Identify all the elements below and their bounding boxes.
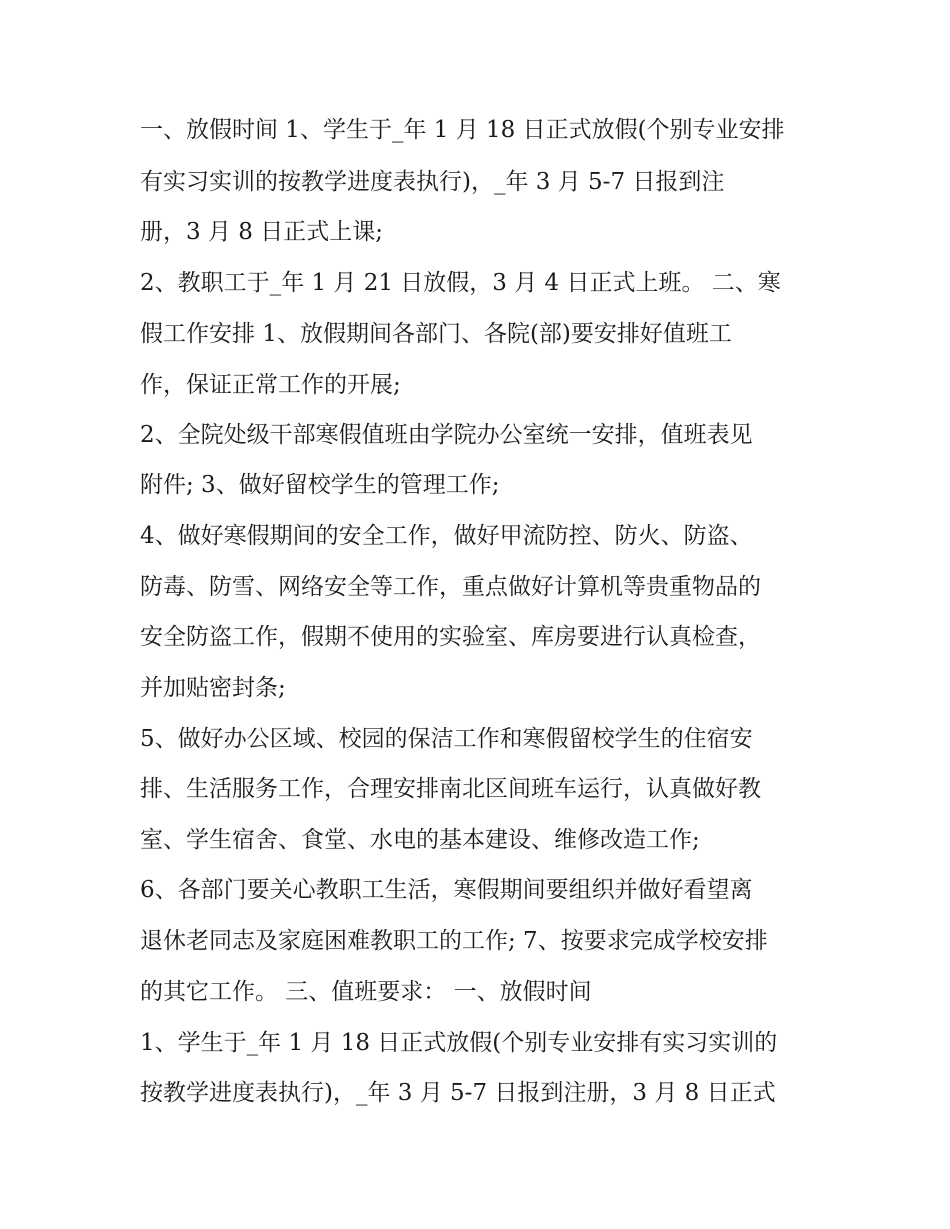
text-line: 2、教职工于_年 1 月 21 日放假，3 月 4 日正式上班。 二、寒 [140, 270, 781, 296]
text-line: 册，3 月 8 日正式上课; [140, 219, 383, 245]
text-line: 一、放假时间 1、学生于_年 1 月 18 日正式放假(个别专业安排 [140, 117, 785, 143]
text-line: 4、做好寒假期间的安全工作，做好甲流防控、防火、防盗、 [140, 523, 753, 549]
text-line: 2、全院处级干部寒假值班由学院办公室统一安排，值班表见 [140, 422, 753, 448]
text-line: 作，保证正常工作的开展; [140, 372, 401, 398]
text-line: 1、学生于_年 1 月 18 日正式放假(个别专业安排有实习实训的 [140, 1030, 778, 1056]
text-line: 防毒、防雪、网络安全等工作，重点做好计算机等贵重物品的 [140, 574, 761, 600]
text-line: 有实习实训的按教学进度表执行)，_年 3 月 5-7 日报到注 [140, 169, 725, 195]
text-line: 6、各部门要关心教职工生活，寒假期间要组织并做好看望离 [140, 877, 753, 903]
text-line: 并加贴密封条; [140, 675, 286, 701]
text-line: 按教学进度表执行)，_年 3 月 5-7 日报到注册，3 月 8 日正式 [140, 1080, 776, 1106]
text-line: 室、学生宿舍、食堂、水电的基本建设、维修改造工作; [140, 827, 700, 853]
text-line: 假工作安排 1、放假期间各部门、各院(部)要安排好值班工 [140, 321, 732, 347]
text-line: 附件; 3、做好留校学生的管理工作; [140, 472, 500, 498]
text-line: 的其它工作。 三、值班要求： 一、放假时间 [140, 979, 592, 1005]
text-line: 5、做好办公区域、校园的保洁工作和寒假留校学生的住宿安 [140, 726, 753, 752]
text-line: 安全防盗工作，假期不使用的实验室、库房要进行认真检查， [140, 624, 761, 650]
text-line: 排、生活服务工作，合理安排南北区间班车运行，认真做好教 [140, 776, 761, 802]
text-line: 退休老同志及家庭困难教职工的工作; 7、按要求完成学校安排 [140, 928, 768, 954]
